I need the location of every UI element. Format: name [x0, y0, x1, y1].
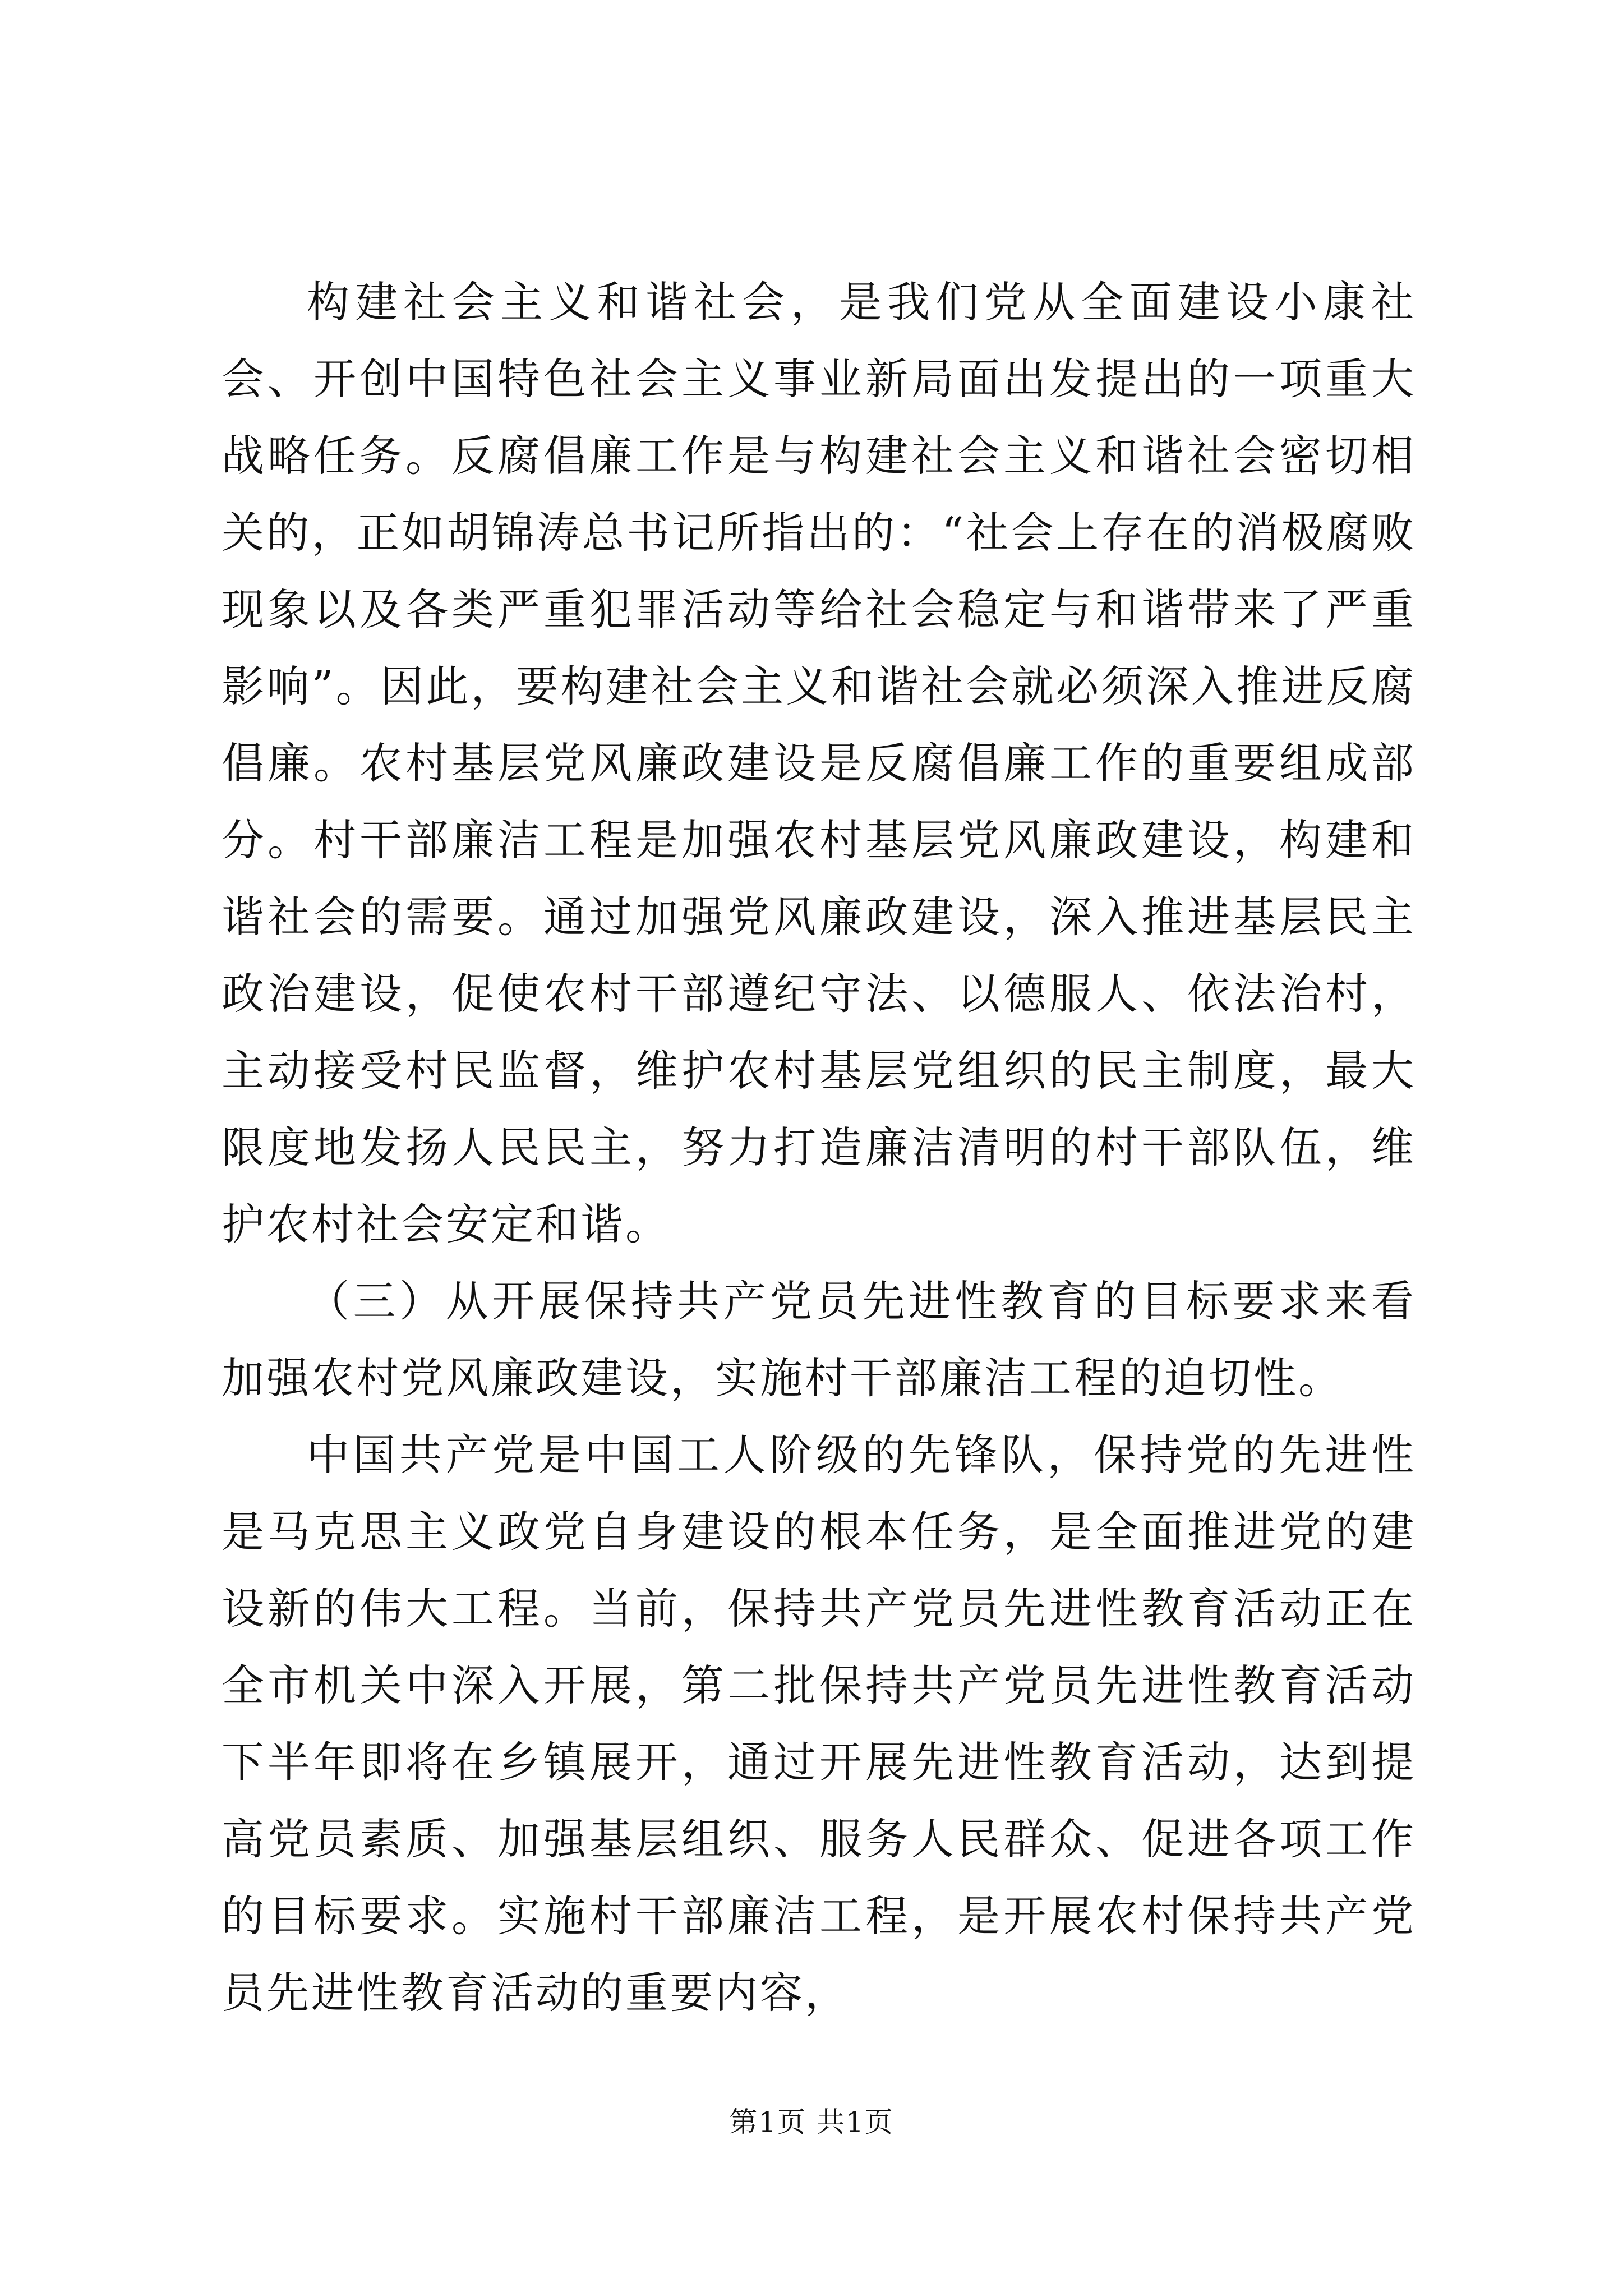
document-body [222, 264, 1416, 2031]
paragraph-advanced-education: 中国共产党是中国工人阶级的先锋队，保持党的先进性是马克思主义政党自身建设的根本任务，是全面推进党的建设新的伟大工程。当前，保持共产党员先进性教育活动正在全市机关中深入开展，第二批保持共产党员先进性教育活动下半年即将在乡镇展开，通过开展先进性教育活动，达到提高党员素质、加强基层组织、服务人民群众、促进各项工作的目标要求。实施村干部廉洁工程，是开展农村保持共产党员先进性教育活动的重要内容， [222, 1430, 1416, 2018]
paragraph-harmonious-society: 构建社会主义和谐社会，是我们党从全面建设小康社会、开创中国特色社会主义事业新局面出发提出的一项重大战略任务。反腐倡廉工作是与构建社会主义和谐社会密切相关的，正如胡锦涛总书记所指出的：“社会上存在的消极腐败现象以及各类严重犯罪活动等给社会稳定与和谐带来了严重影响”。因此，要构建社会主义和谐社会就必须深入推进反腐倡廉。农村基层党风廉政建设是反腐倡廉工作的重要组成部分。村干部廉洁工程是加强农村基层党风廉政建设，构建和谐社会的需要。通过加强党风廉政建设，深入推进基层民主政治建设，促使农村干部遵纪守法、以德服人、依法治村，主动接受村民监督，维护农村基层党组织的民主制度，最大限度地发扬人民民主，努力打造廉洁清明的村干部队伍，维护农村社会安定和谐。 [222, 277, 1416, 1249]
paragraph-section-three-heading: （三）从开展保持共产党员先进性教育的目标要求来看加强农村党风廉政建设，实施村干部廉洁工程的迫切性。 [222, 1276, 1416, 1403]
page-number-footer: 第1页 共1页 [729, 2106, 894, 2138]
